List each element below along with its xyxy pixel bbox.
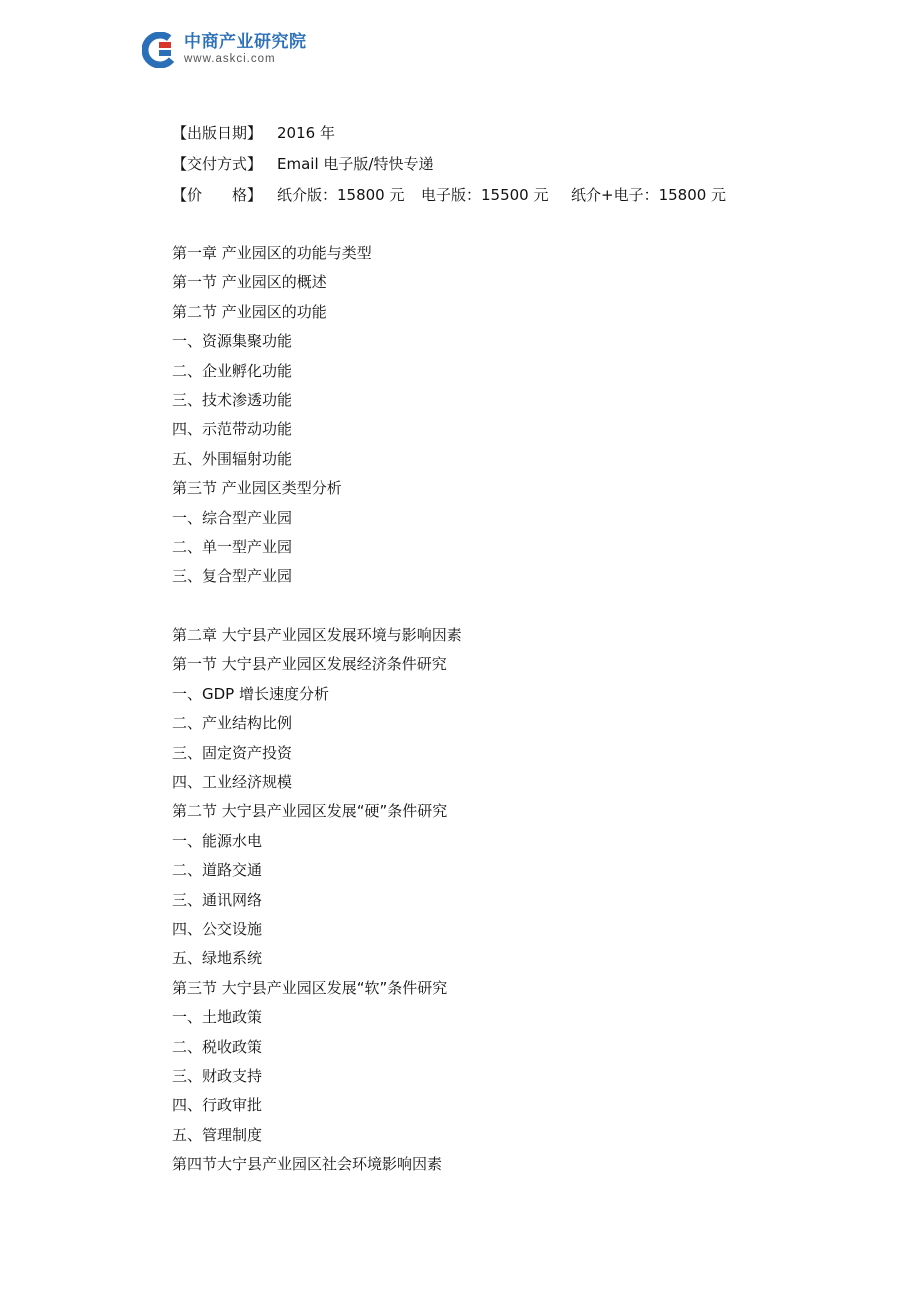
toc-subsection: 一、资源集聚功能 [172,332,293,351]
toc-subsection: 三、通讯网络 [172,890,263,909]
logo-text [184,34,307,66]
toc-subsection: 三、技术渗透功能 [172,390,293,409]
logo-name: 中商产业研究院 [184,32,307,53]
toc-subsection: 四、示范带动功能 [172,420,293,439]
delivery-value: Email 电子版/特快专递 [277,155,434,173]
toc-chapter-title: 第二章 大宁县产业园区发展环境与影响因素 [172,626,462,645]
toc-subsection: 三、固定资产投资 [172,743,293,762]
price-paper: 纸介版：15800 元 [277,186,405,204]
toc-section: 第三节 大宁县产业园区发展“软”条件研究 [172,978,448,997]
toc-subsection: 三、复合型产业园 [172,567,293,586]
header [142,30,307,70]
toc-subsection: 四、工业经济规模 [172,773,293,792]
price-label: 【价 格】 [172,186,263,204]
toc-section: 第四节大宁县产业园区社会环境影响因素 [172,1155,443,1174]
toc-subsection: 二、道路交通 [172,861,263,880]
delivery-row [172,149,726,180]
toc-spacer [172,592,462,621]
delivery-label: 【交付方式】 [172,155,263,173]
toc-subsection: 二、税收政策 [172,1037,263,1056]
report-meta [172,118,726,211]
toc-section: 第一节 产业园区的概述 [172,273,327,292]
toc-subsection: 一、能源水电 [172,831,263,850]
toc-chapter-2 [172,621,462,1179]
publish-date-value: 2016 年 [277,124,335,142]
askci-logo-icon [142,32,178,68]
toc-section: 第三节 产业园区类型分析 [172,479,342,498]
publish-date-row [172,118,726,149]
price-electronic: 电子版：15500 元 [421,186,549,204]
publish-date-label: 【出版日期】 [172,124,263,142]
toc-subsection: 三、财政支持 [172,1066,263,1085]
toc-section: 第一节 大宁县产业园区发展经济条件研究 [172,655,447,674]
toc-subsection: 二、单一型产业园 [172,537,293,556]
toc-subsection: 一、土地政策 [172,1008,263,1027]
logo-url: www.askci.com [184,53,276,66]
toc-subsection: 四、公交设施 [172,919,263,938]
toc-chapter-1 [172,239,462,592]
toc-subsection: 二、产业结构比例 [172,714,293,733]
price-both: 纸介+电子：15800 元 [571,186,727,204]
toc-subsection: 二、企业孵化功能 [172,361,293,380]
toc-subsection: 一、GDP 增长速度分析 [172,684,329,703]
price-row [172,180,726,211]
toc-section: 第二节 大宁县产业园区发展“硬”条件研究 [172,802,448,821]
toc-subsection: 一、综合型产业园 [172,508,293,527]
toc-chapter-title: 第一章 产业园区的功能与类型 [172,244,372,262]
toc-subsection: 五、绿地系统 [172,949,263,968]
toc-section: 第二节 产业园区的功能 [172,302,327,321]
toc-subsection: 五、管理制度 [172,1125,263,1144]
table-of-contents [172,239,462,1180]
toc-subsection: 四、行政审批 [172,1096,263,1115]
toc-subsection: 五、外围辐射功能 [172,449,293,468]
